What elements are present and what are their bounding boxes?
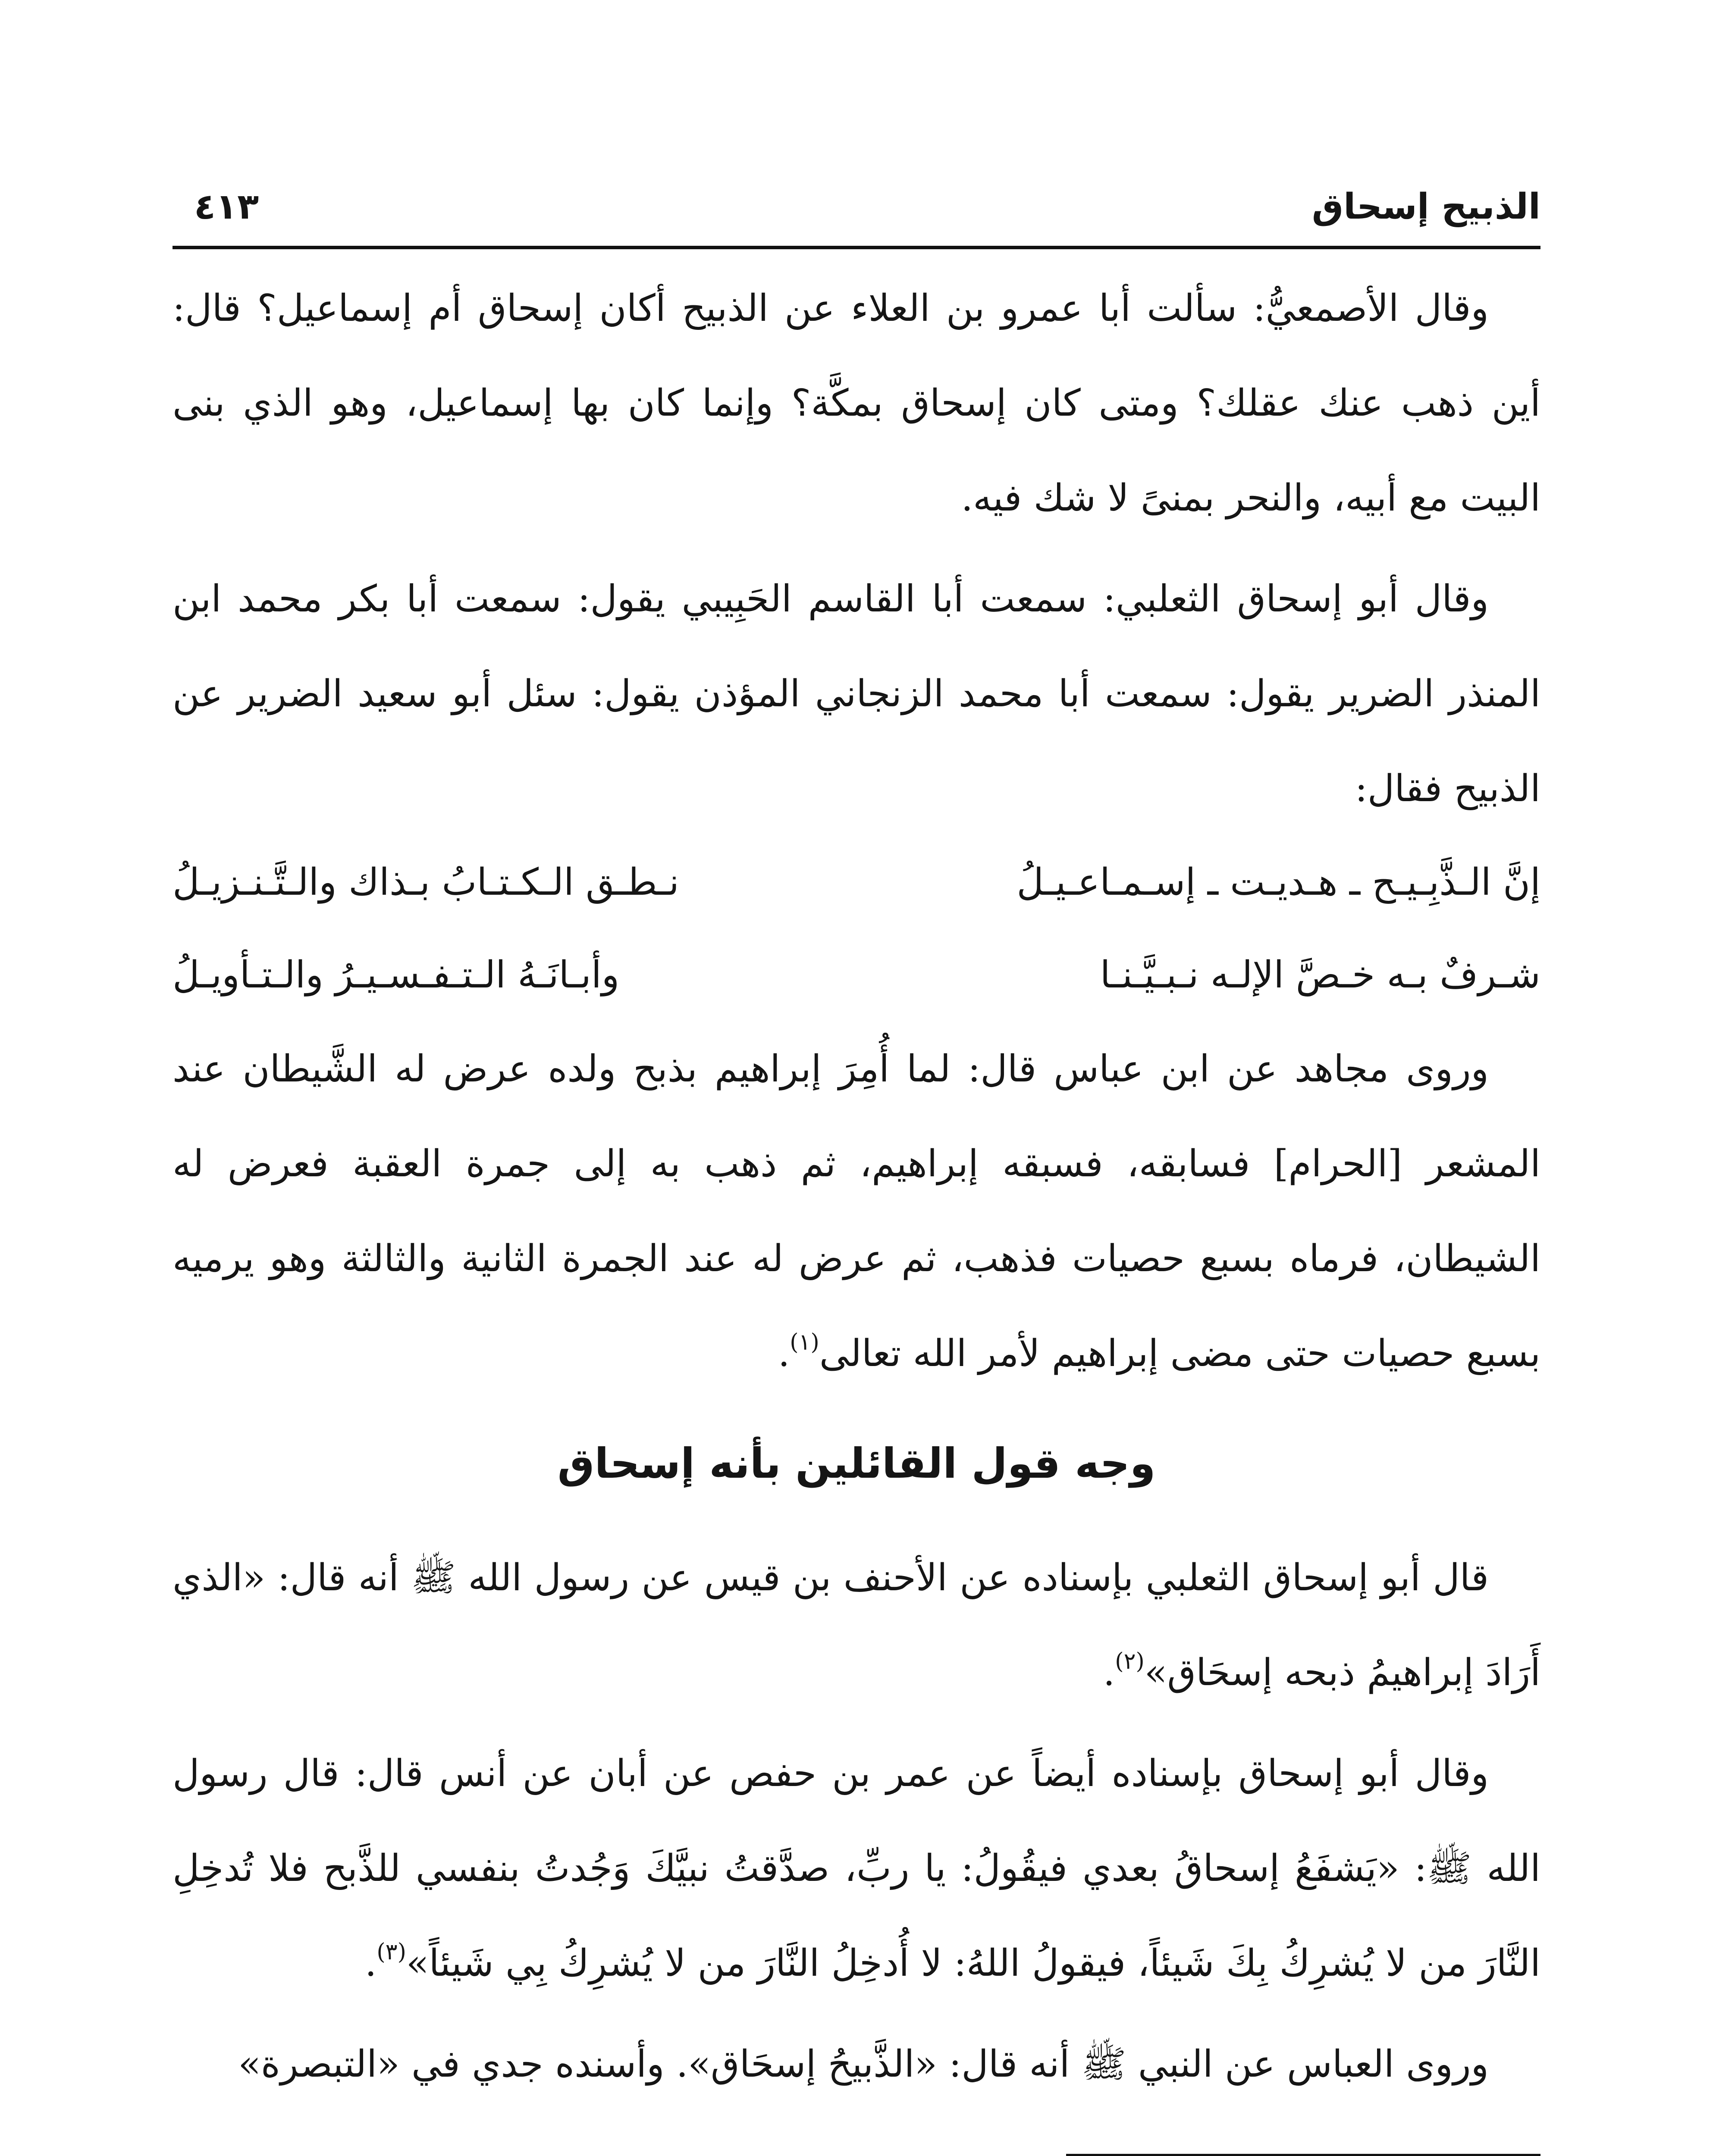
header-rule: [173, 246, 1540, 249]
footnote-reference: (٣): [376, 1939, 406, 1965]
poem-hemistich-second: نـطـق الـكـتـابُ بـذاك والـتَّـنـزيـلُ: [173, 861, 679, 904]
page-number: ٤١٣: [194, 186, 259, 227]
paragraph-end: .: [778, 1332, 790, 1375]
paragraph-end: .: [364, 1942, 377, 1985]
paragraph: [173, 1530, 1540, 1720]
poem-verse: [173, 836, 1540, 929]
main-text: [173, 261, 1540, 2112]
paragraph: [173, 1022, 1540, 1401]
running-title: الذبيح إسحاق: [1311, 186, 1540, 227]
section-heading: وجه قول القائلين بأنه إسحاق: [557, 1439, 1156, 1488]
paragraph-end: .: [1103, 1651, 1115, 1694]
paragraph-text: وروى مجاهد عن ابن عباس قال: لما أُمِرَ إبراهيم بذبح ولده عرض له الشَّيطان عند المشعر [الحرام] فسابقه، فسبقه إبراهيم، ثم ذهب به إلى جمرة العقبة فعرض له الشيطان، فرماه بسبع حصيات فذهب، ثم عرض له عند الجمرة الثانية والثالثة وهو يرميه بسبع حصيات حتى مضى إبراهيم لأمر الله تعالى: [173, 1047, 1540, 1375]
paragraph-text: قال أبو إسحاق الثعلبي بإسناده عن الأحنف بن قيس عن رسول الله ﷺ أنه قال: «الذي أَرَادَ إبراهيمُ ذبحه إسحَاق»: [173, 1556, 1540, 1694]
paragraph: وروى العباس عن النبي ﷺ أنه قال: «الذَّبيحُ إسحَاق». وأسنده جدي في «التبصرة»: [238, 2043, 1489, 2086]
paragraph-text: وقال أبو إسحاق بإسناده أيضاً عن عمر بن حفص عن أبان عن أنس قال: قال رسول الله ﷺ: «يَشفَعُ إسحاقُ بعدي فيقُولُ: يا ربِّ، صدَّقتُ نبيَّكَ وَجُدتُ بنفسي للذَّبح فلا تُدخِلِ النَّارَ من لا يُشرِكُ بِكَ شَيئاً، فيقولُ اللهُ: لا أُدخِلُ النَّارَ من لا يُشرِكُ بِي شَيئاً»: [173, 1752, 1540, 1985]
paragraph: [173, 1726, 1540, 2011]
footnote-rule: [1066, 2154, 1540, 2156]
paragraph: وقال أبو إسحاق الثعلبي: سمعت أبا القاسم الحَبِيبي يقول: سمعت أبا بكر محمد ابن المنذر الضرير يقول: سمعت أبا محمد الزنجاني المؤذن يقول: سئل أبو سعيد الضرير عن الذبيح فقال:: [173, 577, 1540, 810]
poem-hemistich-second: وأبـانَـهُ الـتـفـسـيـرُ والـتـأويـلُ: [173, 953, 620, 997]
running-header: [173, 170, 1540, 235]
poem-verse: [173, 929, 1540, 1022]
footnote-reference: (١): [790, 1329, 819, 1355]
poem-hemistich-first: شـرفٌ بـه خـصَّ الإلـه نـبـيَّـنـا: [1100, 953, 1540, 997]
poem: [173, 836, 1540, 1022]
poem-hemistich-first: إنَّ الـذَّبِـيـح ـ هـديـت ـ إسـمـاعـيـلُ: [1017, 861, 1540, 904]
paragraph: وقال الأصمعيُّ: سألت أبا عمرو بن العلاء عن الذبيح أكان إسحاق أم إسماعيل؟ قال: أين ذهب عنك عقلك؟ ومتى كان إسحاق بمكَّة؟ وإنما كان بها إسماعيل، وهو الذي بنى البيت مع أبيه، والنحر بمنىً لا شك فيه.: [173, 287, 1540, 520]
footnote-reference: (٢): [1115, 1648, 1145, 1674]
